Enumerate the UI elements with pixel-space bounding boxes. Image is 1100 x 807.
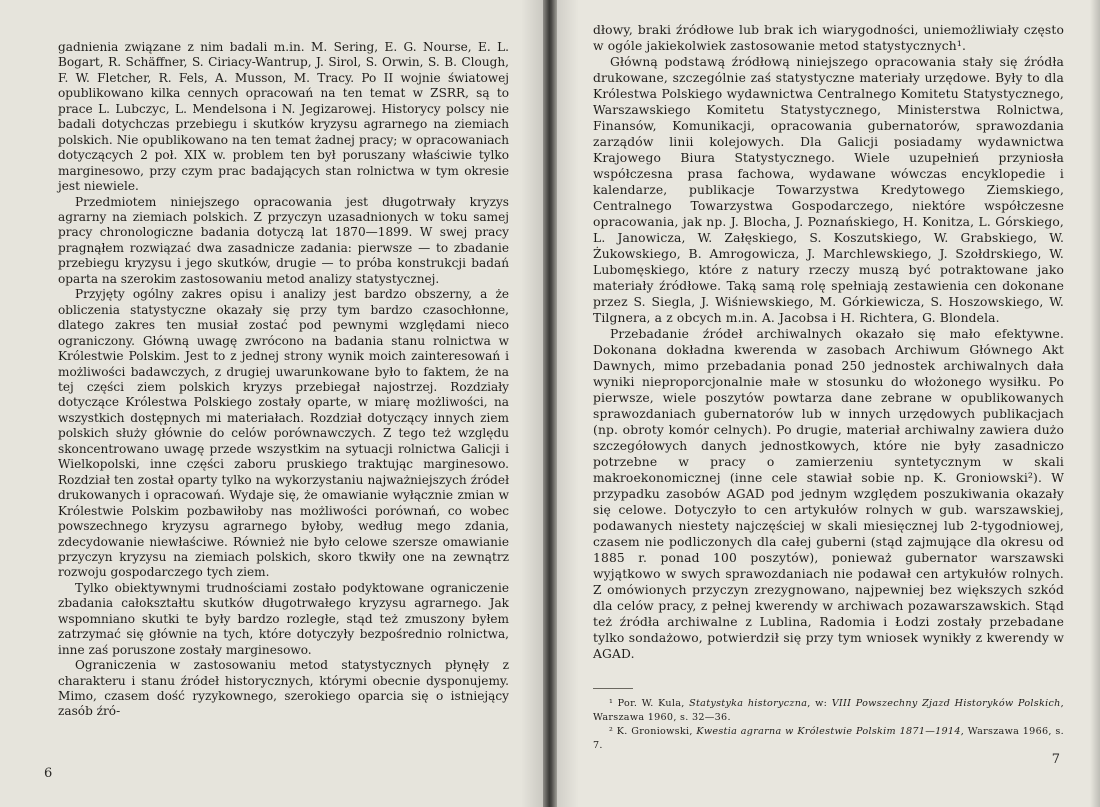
footnote-1-author: ¹ Por. W. Kula, [609, 698, 690, 709]
left-paragraph-5: Ograniczenia w zastosowaniu metod statystycznych płynęły z charakteru i stanu źródeł historycznych, którymi obecnie dysponujemy. Mimo, czasem dość ryzykownego, szerokiego oparcia się o istniejący zasób źró- [58, 658, 509, 719]
footnote-1-pub: , Warszawa 1960, s. 32—36. [593, 698, 1065, 723]
book-gutter [543, 0, 557, 807]
footnote-1-title: Statystyka historyczna [689, 698, 808, 709]
footnote-1-mid: , w: [807, 698, 832, 709]
right-page [557, 0, 1100, 807]
left-paragraph-4: Tylko obiektywnymi trudnościami zostało podyktowane ograniczenie zbadania całokształtu skutków długotrwałego kryzysu agrarnego. Jak wspomniano skutki te były bardzo rozległe, stąd też zmuszony byłem zatrzymać się głównie na tych, które dotyczyły bezpośrednio rolnictwa, inne zaś poruszone zostały marginesowo. [58, 580, 509, 657]
footnote-1 [593, 697, 1064, 725]
left-paragraph-1: gadnienia związane z nim badali m.in. M. Sering, E. G. Nourse, E. L. Bogart, R. Schäffner, S. Ciriacy-Wantrup, J. Sirol, S. Orwin, S. B. Clough, F. W. Fletcher, R. Fels, A. Musson, M. Tracy. Po II wojnie światowej opublikowano kilka cennych opracowań na ten temat w ZSRR, są to prace L. Lubczyc, L. Mendelsona i N. Jegizarowej. Historycy polscy nie badali dotychczas przebiegu i skutków kryzysu agrarnego na ziemiach polskich. Nie opublikowano na ten temat żadnej pracy; w opracowaniach dotyczących 2 poł. XIX w. problem ten był poruszany właściwie tylko marginesowo, przy czym prac badających stan rolnictwa w tym okresie jest niewiele. [58, 40, 509, 194]
left-paragraph-2: Przedmiotem niniejszego opracowania jest długotrwały kryzys agrarny na ziemiach polskich. Z przyczyn uzasadnionych w toku samej pracy chronologiczne badania dotyczą lat 1870—1899. W swej pracy pragnąłem rozwiązać dwa zasadnicze zadania: pierwsze — to zbadanie przebiegu kryzysu i jego skutków, drugie — to próba konstrukcji badań oparta na szerokim zastosowaniu metod analizy statystycznej. [58, 194, 509, 286]
footnote-rule [593, 688, 633, 689]
right-paragraph-1: dłowy, braki źródłowe lub brak ich wiarygodności, uniemożliwiały często w ogóle jakiekolwiek zastosowanie metod statystycznych¹. [593, 23, 1064, 53]
footnote-2 [593, 725, 1064, 753]
right-paragraph-2: Główną podstawą źródłową niniejszego opracowania stały się źródła drukowane, szczególnie zaś statystyczne materiały urzędowe. Były to dla Królestwa Polskiego wydawnictwa Centralnego Komitetu Statystycznego, Warszawskiego Komitetu Statystycznego, Ministerstwa Rolnictwa, Finansów, Komunikacji, opracowania gubernatorów, sprawozdania zarządów linii kolejowych. Dla Galicji posiadamy wydawnictwa Krajowego Biura Statystycznego. Wiele uzupełnień przyniosła współczesna prasa fachowa, wydawane wówczas encyklopedie i kalendarze, publikacje Towarzystwa Kredytowego Ziemskiego, Centralnego Towarzystwa Gospodarczego, niektóre współczesne opracowania, jak np. J. Blocha, J. Poznańskiego, H. Konitza, L. Górskiego, L. Janowicza, W. Załęskiego, S. Koszutskiego, W. Grabskiego, W. Żukowskiego, B. Amrogowicza, J. Marchlewskiego, J. Szołdrskiego, W. Lubomęskiego, które z natury rzeczy muszą być potraktowane jako materiały źródłowe. Taką samą rolę spełniają zestawienia cen dokonane przez S. Siegla, J. Wiśniewskiego, M. Górkiewicza, S. Hoszowskiego, W. Tilgnera, a z obcych m.in. A. Jacobsa i H. Richtera, G. Blondela. [593, 55, 1064, 325]
footnote-2-title: Kwestia agrarna w Królestwie Polskim 1871—1914 [696, 726, 961, 737]
page-number-left: 6 [44, 766, 53, 781]
right-paragraph-3: Przebadanie źródeł archiwalnych okazało się mało efektywne. Dokonana dokładna kwerenda w zasobach Archiwum Głównego Akt Dawnych, mimo przebadania ponad 250 jednostek archiwalnych dała wyniki nieproporcjonalnie małe w stosunku do włożonego wysiłku. Po pierwsze, wiele poszytów powtarza dane zebrane w opublikowanych sprawozdaniach gubernatorów lub w innych urzędowych publikacjach (np. obroty komór celnych). Po drugie, materiał archiwalny zawiera dużo szczegółowych danych jednostkowych, które nie były zasadniczo potrzebne w pracy o zamierzeniu syntetycznym w skali makroekonomicznej (inne cele stawiał sobie np. K. Groniowski²). W przypadku zasobów AGAD pod jednym względem poszukiwania okazały się celowe. Dotyczyło to cen artykułów rolnych w gub. warszawskiej, podawanych niestety najczęściej w skali miesięcznej lub 2-tygodniowej, czasem nie podliczonych dla całej guberni (stąd zajmujące dla okresu od 1885 r. ponad 100 poszytów), ponieważ gubernator warszawski wyjątkowo w swych sprawozdaniach nie podawał cen artykułów rolnych. Z omówionych przyczyn zrezygnowano, najpewniej bez większych szkód dla celów pracy, z pełnej kwerendy w archiwach pozawarszawskich. Stąd też źródła archiwalne z Lublina, Radomia i Łodzi zostały przebadane tylko sondażowo, potwierdził się przy tym wniosek wynikły z kwerendy w AGAD. [593, 327, 1064, 661]
left-page [0, 0, 543, 807]
footnote-2-author: ² K. Groniowski, [609, 726, 697, 737]
footnote-2-pub: , Warszawa 1966, s. 7. [593, 726, 1064, 751]
left-paragraph-3: Przyjęty ogólny zakres opisu i analizy jest bardzo obszerny, a że obliczenia statystyczne okazały się przy tym bardzo czasochłonne, dlatego zakres ten musiał zostać pod pewnymi względami nieco ograniczony. Główną uwagę zwrócono na badania stanu rolnictwa w Królestwie Polskim. Jest to z jednej strony wynik moich zainteresowań i możliwości badawczych, z drugiej uwarunkowane było to faktem, że na tej części ziem polskich kryzys przebiegał najostrzej. Rozdziały dotyczące Królestwa Polskiego zostały oparte, w miarę możliwości, na wszystkich dostępnych mi materiałach. Rozdział dotyczący innych ziem polskich służy głównie do celów porównawczych. Z tego też względu skoncentrowano uwagę przede wszystkim na sytuacji rolnictwa Galicji i Wielkopolski, inne części zaboru pruskiego traktując marginesowo. Rozdział ten został oparty tylko na wykorzystaniu najważniejszych źródeł drukowanych i opracowań. Wydaje się, że omawianie wyłącznie zmian w Królestwie Polskim pozbawiłoby nas możliwości porównań, co wobec powszechnego kryzysu agrarnego byłoby, według mego zdania, zdecydowanie niewłaściwe. Również nie było celowe szersze omawianie przyczyn kryzysu na ziemiach polskich, skoro tkwiły one na zewnątrz rozwoju gospodarczego tych ziem. [58, 287, 509, 580]
footnote-1-source: VIII Powszechny Zjazd Historyków Polskich [831, 698, 1061, 709]
page-edge-shadow [1090, 0, 1100, 807]
page-number-right: 7 [1051, 752, 1060, 767]
